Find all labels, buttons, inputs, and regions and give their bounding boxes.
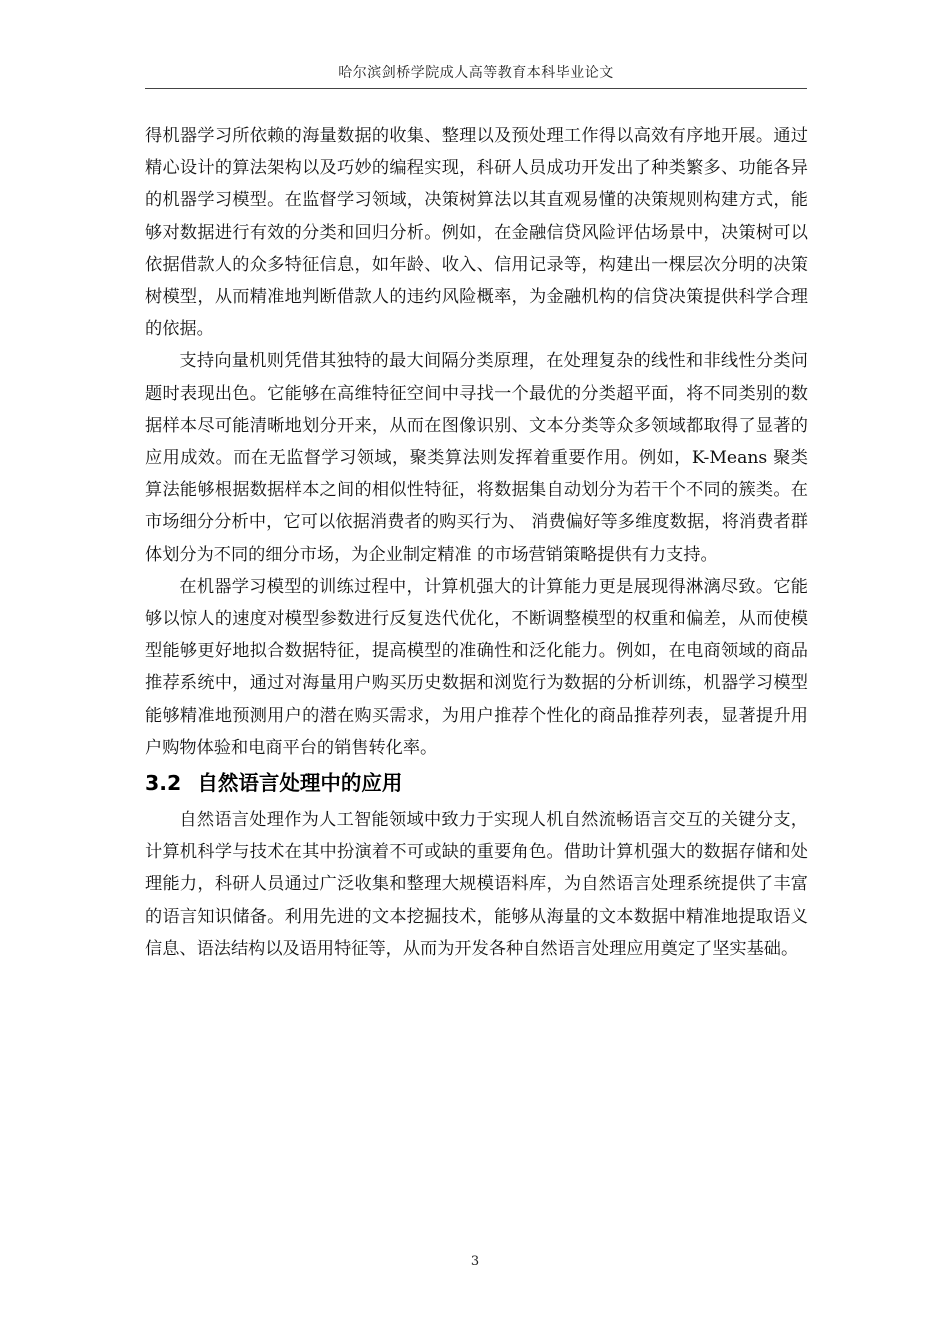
body-paragraph: 得机器学习所依赖的海量数据的收集、整理以及预处理工作得以高效有序地开展。通过精心设计的算法架构以及巧妙的编程实现，科研人员成功开发出了种类繁多、功能各异的机器学习模型。在监督学习领域，决策树算法以其直观易懂的决策规则构建方式，能够对数据进行有效的分类和回归分析。例如，在金融信贷风险评估场景中，决策树可以依据借款人的众多特征信息，如年龄、收入、信用记录等，构建出一棵层次分明的决策树模型，从而精准地判断借款人的违约风险概率，为金融机构的信贷决策提供科学合理的依据。 — [145, 126, 808, 340]
body-paragraph: 在机器学习模型的训练过程中，计算机强大的计算能力更是展现得淋漓尽致。它能够以惊人的速度对模型参数进行反复迭代优化，不断调整模型的权重和偏差，从而使模型能够更好地拟合数据特征，提高模型的准确性和泛化能力。例如，在电商领域的商品推荐系统中，通过对海量用户购买历史数据和浏览行为数据的分析训练，机器学习模型能够精准地预测用户的潜在购买需求，为用户推荐个性化的商品推荐列表，显著提升用户购物体验和电商平台的销售转化率。 — [145, 576, 808, 758]
body-paragraph: 自然语言处理作为人工智能领域中致力于实现人机自然流畅语言交互的关键分支，计算机科学与技术在其中扮演着不可或缺的重要角色。借助计算机强大的数据存储和处理能力，科研人员通过广泛收集和整理大规模语料库，为自然语言处理系统提供了丰富的语言知识储备。利用先进的文本挖掘技术，能够从海量的文本数据中精准地提取语义信息、语法结构以及语用特征等，从而为开发各种自然语言处理应用奠定了坚实基础。 — [145, 810, 808, 959]
running-header: 哈尔滨剑桥学院成人高等教育本科毕业论文 — [338, 65, 614, 81]
page-number: 3 — [470, 1254, 480, 1269]
page-body — [145, 120, 808, 965]
section-heading — [145, 764, 808, 804]
body-paragraph: 支持向量机则凭借其独特的最大间隔分类原理，在处理复杂的线性和非线性分类问题时表现出色。它能够在高维特征空间中寻找一个最优的分类超平面，将不同类别的数据样本尽可能清晰地划分开来，从而在图像识别、文本分类等众多领域都取得了显著的应用成效。而在无监督学习领域，聚类算法则发挥着重要作用。例如，K-Means 聚类算法能够根据数据样本之间的相似性特征，将数据集自动划分为若干个不同的簇类。在市场细分分析中，它可以依据消费者的购买行为、 消费偏好等多维度数据，将消费者群体划分为不同的细分市场，为企业制定精准 的市场营销策略提供有力支持。 — [145, 351, 808, 565]
section-title: 自然语言处理中的应用 — [197, 771, 403, 796]
section-number: 3.2 — [145, 771, 182, 796]
header-divider — [145, 88, 807, 89]
